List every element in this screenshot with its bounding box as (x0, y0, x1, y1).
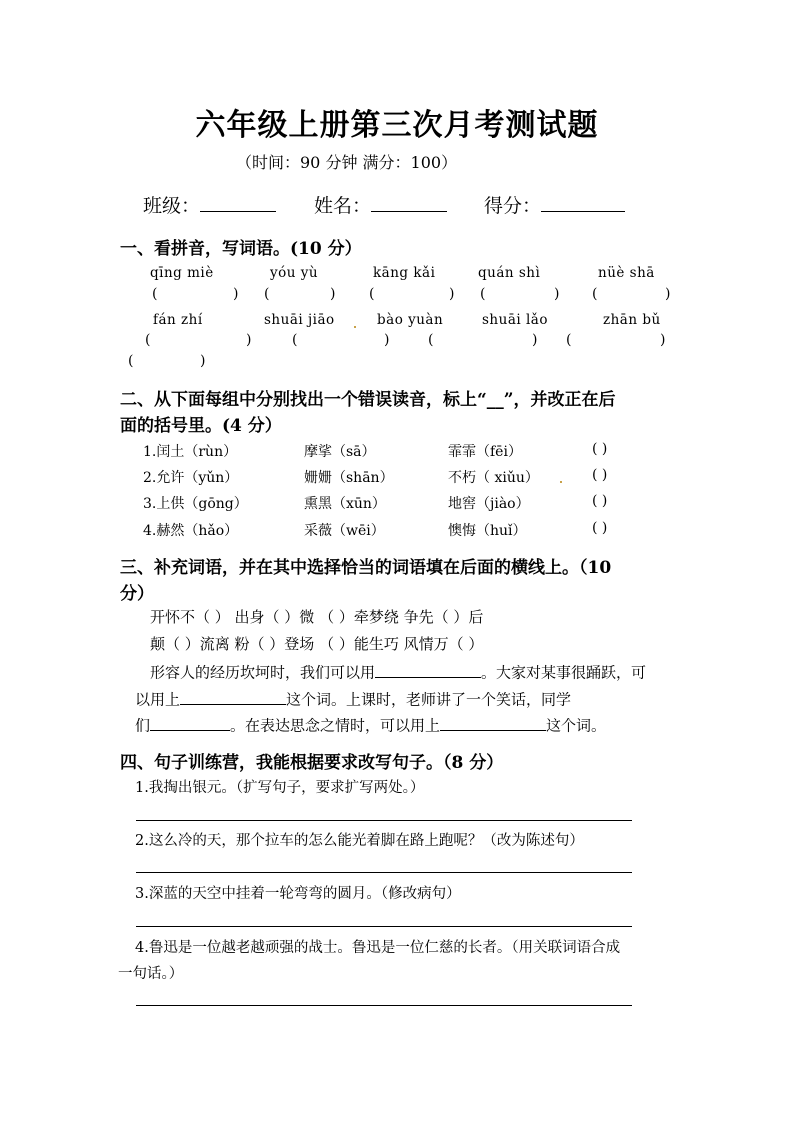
table-cell: 1.闰土（rùn） (143, 444, 238, 460)
section2-heading: 二、从下面每组中分别找出一个错误读音，标上“__”，并改正在后 (120, 390, 616, 410)
answer-paren-close: ) (554, 286, 560, 302)
paragraph-text: 。大家对某事很踊跃，可 (481, 663, 647, 682)
answer-paren-open: ( (566, 332, 572, 348)
question-4: 4.鲁迅是一位越老越顽强的战士。鲁迅是一位仁慈的长者。（用关联词语合成 (135, 940, 621, 956)
section3-heading-cont: 分） (120, 584, 154, 604)
score-label: 得分： (484, 194, 542, 217)
answer-paren-open: ( (264, 286, 270, 302)
class-blank[interactable] (200, 190, 276, 212)
answer-paren-open: ( (292, 332, 298, 348)
section2-heading-cont: 面的括号里。(4 分） (120, 416, 282, 436)
section3-heading: 三、补充词语，并在其中选择恰当的词语填在后面的横线上。（10 (120, 558, 612, 578)
answer-paren-close: ) (246, 332, 252, 348)
answer-paren-close: ) (660, 332, 666, 348)
answer-paren-open: ( (592, 286, 598, 302)
name-label: 姓名： (314, 194, 372, 217)
pinyin-cell: nüè shā (598, 265, 655, 281)
answer-line[interactable] (136, 820, 632, 821)
table-cell: 姗姗（shān） (304, 470, 394, 486)
speck-mark (354, 326, 356, 328)
page-title: 六年级上册第三次月考测试题 (195, 108, 599, 143)
exam-meta: （时间：90 分钟 满分：100） (236, 153, 458, 172)
table-cell: 霏霏（fēi） (448, 444, 522, 460)
pinyin-cell: shuāi lǎo (482, 312, 548, 328)
pinyin-cell: zhān bǔ (603, 312, 661, 328)
answer-parens[interactable]: ( ) (592, 520, 608, 536)
class-field (143, 190, 276, 218)
fill-blank[interactable] (150, 713, 230, 731)
answer-paren-open: ( (145, 332, 151, 348)
answer-paren-close: ) (233, 286, 239, 302)
table-cell: 4.赫然（hǎo） (143, 523, 239, 539)
table-cell: 地窖（jiào） (448, 496, 530, 512)
answer-paren-close: ) (665, 286, 671, 302)
answer-parens[interactable]: ( ) (592, 493, 608, 509)
pinyin-cell: kāng kǎi (373, 265, 436, 281)
idiom-fill-line: 开怀不（ ） 出身（ ）微 （ ）牵梦绕 争先（ ）后 (150, 608, 484, 626)
paragraph-text: 这个词。 (546, 716, 607, 735)
pinyin-cell: qīng miè (150, 265, 214, 281)
section4-heading: 四、句子训练营，我能根据要求改写句子。（8 分） (120, 753, 504, 773)
paragraph-line (135, 713, 606, 736)
paragraph-line (135, 687, 571, 710)
answer-parens[interactable]: ( ) (592, 441, 608, 457)
answer-paren-close: ) (384, 332, 390, 348)
paragraph-text: 形容人的经历坎坷时，我们可以用 (150, 663, 376, 682)
paragraph-text: 以用上 (135, 690, 181, 709)
answer-paren-open: ( (152, 286, 158, 302)
table-cell: 2.允许（yǔn） (143, 470, 239, 486)
table-cell: 摩挲（sā） (304, 444, 376, 460)
name-field (314, 190, 447, 218)
class-label: 班级： (143, 194, 201, 217)
name-blank[interactable] (371, 190, 447, 212)
section1-heading: 一、看拼音，写词语。(10 分） (120, 239, 362, 259)
answer-paren-close: ) (532, 332, 538, 348)
pinyin-cell: yóu yù (270, 265, 319, 281)
table-cell: 懊悔（huǐ） (448, 523, 527, 539)
paragraph-text: 们 (135, 716, 151, 735)
table-cell: 采薇（wēi） (304, 523, 385, 539)
question-2: 2.这么冷的天，那个拉车的怎么能光着脚在路上跑呢？（改为陈述句） (135, 833, 584, 849)
idiom-fill-line: 颠（ ）流离 粉（ ）登场 （ ）能生巧 风情万（ ） (150, 635, 484, 653)
fill-blank[interactable] (375, 660, 481, 678)
answer-line[interactable] (136, 1005, 632, 1006)
answer-paren-open: ( (128, 353, 134, 369)
table-cell: 3.上供（gōng） (143, 496, 248, 512)
answer-paren-close: ) (330, 286, 336, 302)
question-1: 1.我掏出银元。（扩写句子，要求扩写两处。） (135, 780, 425, 796)
answer-paren-open: ( (369, 286, 375, 302)
answer-parens[interactable]: ( ) (592, 467, 608, 483)
answer-paren-open: ( (428, 332, 434, 348)
paragraph-text: 这个词。上课时，老师讲了一个笑话，同学 (286, 690, 572, 709)
pinyin-cell: quán shì (478, 265, 541, 281)
question-4-cont: 一句话。） (118, 966, 184, 982)
answer-line[interactable] (136, 872, 632, 873)
answer-paren-close: ) (449, 286, 455, 302)
pinyin-cell: fán zhí (153, 312, 203, 328)
question-3: 3.深蓝的天空中挂着一轮弯弯的圆月。（修改病句） (135, 886, 461, 902)
table-cell: 不朽（ xiǔu） (448, 470, 539, 486)
score-blank[interactable] (541, 190, 625, 212)
pinyin-cell: bào yuàn (377, 312, 444, 328)
answer-paren-close: ) (200, 353, 206, 369)
score-field (484, 190, 625, 218)
paragraph-text: 。在表达思念之情时，可以用上 (230, 716, 441, 735)
answer-line[interactable] (136, 926, 632, 927)
speck-mark (560, 481, 562, 483)
table-cell: 熏黑（xūn） (304, 496, 386, 512)
answer-paren-open: ( (480, 286, 486, 302)
fill-blank[interactable] (180, 687, 286, 705)
pinyin-cell: shuāi jiāo (264, 312, 335, 328)
fill-blank[interactable] (440, 713, 546, 731)
paragraph-line (150, 660, 646, 683)
